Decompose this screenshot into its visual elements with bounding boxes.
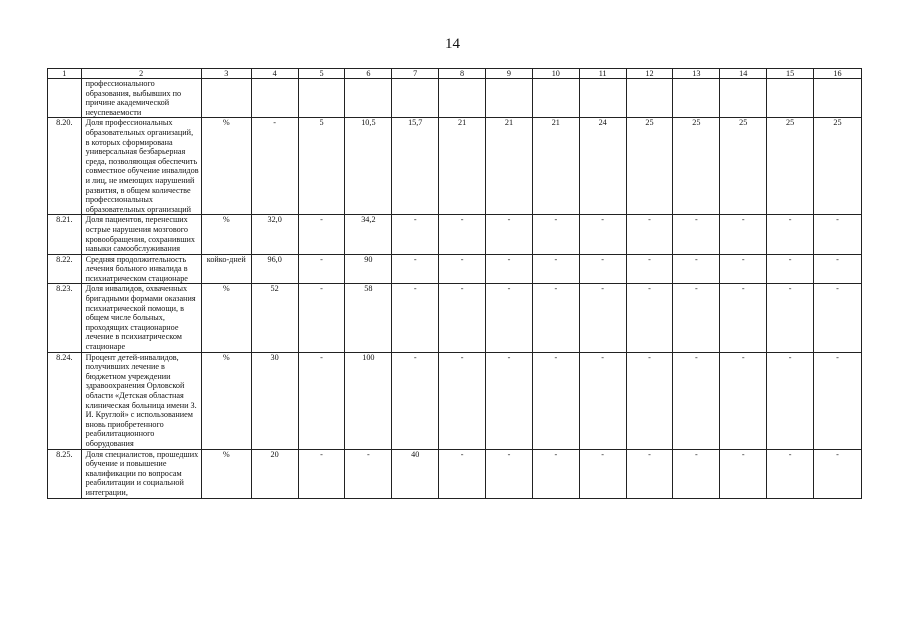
value-cell: - [767, 254, 814, 284]
value-cell: 21 [439, 118, 486, 215]
value-cell: - [392, 284, 439, 352]
value-cell [626, 79, 673, 118]
value-cell: - [392, 352, 439, 449]
value-cell: - [579, 254, 626, 284]
column-number: 2 [81, 69, 201, 79]
row-number [48, 79, 82, 118]
value-cell [251, 79, 298, 118]
value-cell: - [626, 254, 673, 284]
value-cell: - [814, 284, 862, 352]
table-row [48, 449, 862, 498]
row-number: 8.23. [48, 284, 82, 352]
column-number: 7 [392, 69, 439, 79]
value-cell: - [439, 215, 486, 254]
value-cell: 52 [251, 284, 298, 352]
value-cell: - [486, 254, 533, 284]
value-cell: 24 [579, 118, 626, 215]
value-cell: - [345, 449, 392, 498]
value-cell: - [814, 254, 862, 284]
value-cell: - [532, 215, 579, 254]
value-cell: - [720, 284, 767, 352]
column-number: 14 [720, 69, 767, 79]
value-cell: 21 [486, 118, 533, 215]
value-cell: 15,7 [392, 118, 439, 215]
value-cell [486, 79, 533, 118]
value-cell: 25 [814, 118, 862, 215]
value-cell [720, 79, 767, 118]
indicator-description: Доля инвалидов, охваченных бригадными формами оказания психиатрической помощи, в общем числе больных, проходящих стационарное лечение в психиатрическом стационаре [81, 284, 201, 352]
column-number: 3 [201, 69, 251, 79]
value-cell [579, 79, 626, 118]
indicators-table [47, 68, 862, 499]
value-cell: 21 [532, 118, 579, 215]
value-cell: 10,5 [345, 118, 392, 215]
value-cell: 32,0 [251, 215, 298, 254]
value-cell: - [251, 118, 298, 215]
value-cell: - [673, 449, 720, 498]
value-cell: - [486, 215, 533, 254]
value-cell [439, 79, 486, 118]
value-cell: - [673, 352, 720, 449]
value-cell: - [298, 352, 345, 449]
value-cell: - [767, 215, 814, 254]
value-cell: - [720, 449, 767, 498]
value-cell: - [814, 352, 862, 449]
value-cell [532, 79, 579, 118]
column-number: 11 [579, 69, 626, 79]
row-number: 8.20. [48, 118, 82, 215]
value-cell: - [298, 284, 345, 352]
value-cell: 25 [720, 118, 767, 215]
value-cell: - [532, 284, 579, 352]
row-number: 8.24. [48, 352, 82, 449]
value-cell: - [392, 215, 439, 254]
value-cell: - [767, 449, 814, 498]
row-number: 8.22. [48, 254, 82, 284]
value-cell: - [626, 284, 673, 352]
value-cell: 40 [392, 449, 439, 498]
table-row [48, 284, 862, 352]
column-number: 12 [626, 69, 673, 79]
unit-cell [201, 79, 251, 118]
value-cell: - [532, 254, 579, 284]
unit-cell: % [201, 284, 251, 352]
value-cell: - [720, 215, 767, 254]
value-cell [345, 79, 392, 118]
value-cell: - [579, 449, 626, 498]
value-cell: - [298, 449, 345, 498]
column-number: 6 [345, 69, 392, 79]
value-cell: - [439, 284, 486, 352]
unit-cell: % [201, 352, 251, 449]
value-cell: - [626, 352, 673, 449]
table-row [48, 79, 862, 118]
value-cell: - [767, 352, 814, 449]
value-cell: 34,2 [345, 215, 392, 254]
value-cell: - [298, 254, 345, 284]
value-cell: - [814, 215, 862, 254]
value-cell [392, 79, 439, 118]
value-cell [814, 79, 862, 118]
column-number: 1 [48, 69, 82, 79]
value-cell: 100 [345, 352, 392, 449]
value-cell: - [579, 215, 626, 254]
value-cell: - [532, 352, 579, 449]
unit-cell: % [201, 449, 251, 498]
value-cell: - [579, 284, 626, 352]
column-number: 13 [673, 69, 720, 79]
value-cell: - [720, 254, 767, 284]
value-cell: - [486, 352, 533, 449]
value-cell [673, 79, 720, 118]
value-cell: 25 [626, 118, 673, 215]
indicator-description: Средняя продолжительность лечения больного инвалида в психиатрическом стационаре [81, 254, 201, 284]
value-cell: - [673, 215, 720, 254]
value-cell: - [298, 215, 345, 254]
table-row [48, 118, 862, 215]
value-cell: 20 [251, 449, 298, 498]
table-row [48, 352, 862, 449]
value-cell: - [439, 449, 486, 498]
value-cell: - [626, 215, 673, 254]
column-number: 10 [532, 69, 579, 79]
value-cell: - [532, 449, 579, 498]
value-cell: - [439, 352, 486, 449]
unit-cell: % [201, 215, 251, 254]
indicator-description: Процент детей-инвалидов, получивших лечение в бюджетном учреждении здравоохранения Орловской области «Детская областная клиническая больница имени З. И. Круглой» с использованием вновь приобретенного реабилитационного оборудования [81, 352, 201, 449]
unit-cell: % [201, 118, 251, 215]
value-cell: 25 [673, 118, 720, 215]
value-cell: - [626, 449, 673, 498]
indicator-description: Доля пациентов, перенесших острые нарушения мозгового кровообращения, сохранивших навыки самообслуживания [81, 215, 201, 254]
column-number: 9 [486, 69, 533, 79]
column-number: 5 [298, 69, 345, 79]
page-number: 14 [445, 36, 460, 52]
value-cell: - [720, 352, 767, 449]
indicator-description: профессионального образования, выбывших по причине академической неуспеваемости [81, 79, 201, 118]
column-number: 4 [251, 69, 298, 79]
table-row [48, 254, 862, 284]
value-cell: - [673, 284, 720, 352]
column-number: 16 [814, 69, 862, 79]
value-cell: - [392, 254, 439, 284]
value-cell: 96,0 [251, 254, 298, 284]
value-cell [298, 79, 345, 118]
value-cell: - [814, 449, 862, 498]
value-cell: - [767, 284, 814, 352]
value-cell [767, 79, 814, 118]
value-cell: 30 [251, 352, 298, 449]
value-cell: 58 [345, 284, 392, 352]
column-number: 15 [767, 69, 814, 79]
indicator-description: Доля профессиональных образовательных организаций, в которых сформирована универсальная безбарьерная среда, позволяющая обеспечить совместное обучение инвалидов и лиц, не имеющих нарушений развития, в общем количестве профессиональных образовательных организаций [81, 118, 201, 215]
value-cell: - [673, 254, 720, 284]
value-cell: - [486, 449, 533, 498]
value-cell: 90 [345, 254, 392, 284]
column-number-row [48, 69, 862, 79]
table-row [48, 215, 862, 254]
row-number: 8.25. [48, 449, 82, 498]
value-cell: 25 [767, 118, 814, 215]
indicator-description: Доля специалистов, прошедших обучение и повышение квалификации по вопросам реабилитации и социальной интеграции, [81, 449, 201, 498]
value-cell: - [439, 254, 486, 284]
column-number: 8 [439, 69, 486, 79]
unit-cell: койко-дней [201, 254, 251, 284]
row-number: 8.21. [48, 215, 82, 254]
value-cell: - [579, 352, 626, 449]
value-cell: 5 [298, 118, 345, 215]
value-cell: - [486, 284, 533, 352]
